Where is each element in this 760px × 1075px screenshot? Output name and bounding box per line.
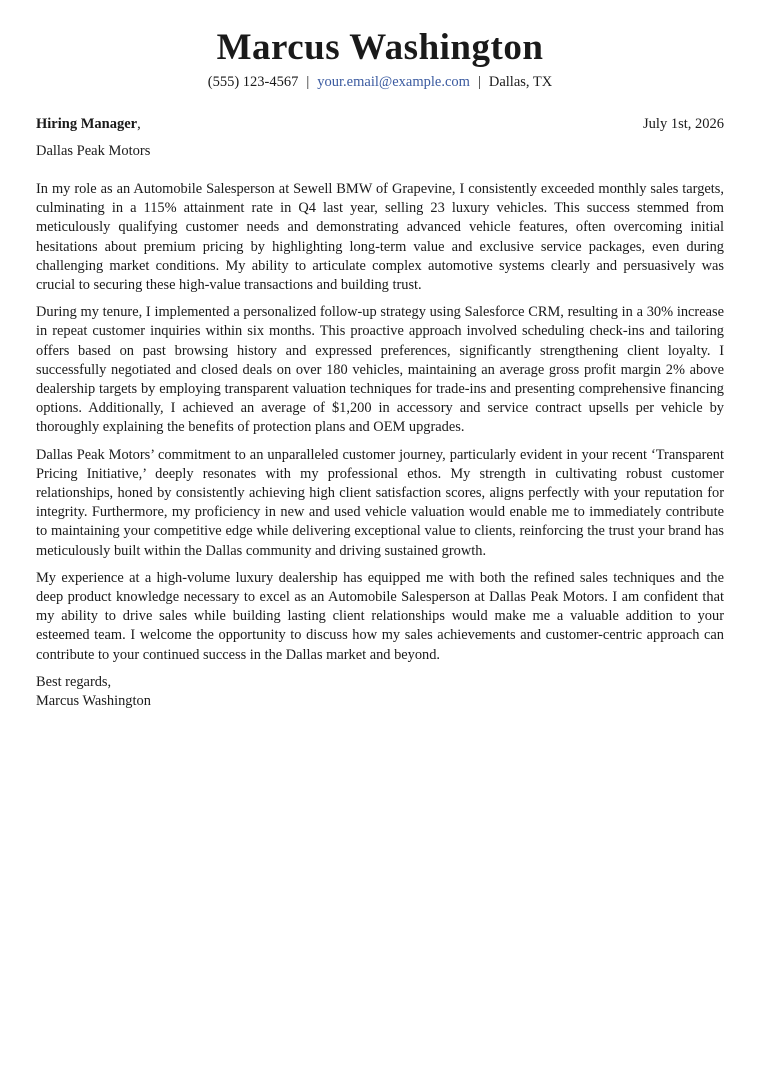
closing-block xyxy=(36,673,724,711)
paragraph-2: During my tenure, I implemented a personalized follow-up strategy using Salesforce CRM, resulting in a 30% increase in repeat customer inquiries within six months. This proactive approach involved scheduling check-ins and tailoring offers based on past browsing history and expressed preferences, significantly strengthening client loyalty. I successfully negotiated and closed deals on over 180 vehicles, maintaining an average gross profit margin 2% above dealership targets by employing transparent valuation techniques for trade-ins and presenting comprehensive financing options. Additionally, I achieved an average of $1,200 in accessory and service contract upsells per vehicle by thoroughly explaining the benefits of protection plans and OEM upgrades. xyxy=(36,304,724,436)
letter-body xyxy=(36,180,724,711)
recipient-date-row xyxy=(36,115,724,134)
email-link[interactable]: your.email@example.com xyxy=(317,74,470,90)
closing-signature: Marcus Washington xyxy=(36,693,151,710)
applicant-name: Marcus Washington xyxy=(216,27,544,68)
recipient-block xyxy=(36,115,724,161)
recipient-title: Hiring Manager xyxy=(36,116,138,132)
closing-salutation: Best regards, xyxy=(36,673,112,690)
location: Dallas, TX xyxy=(488,74,553,90)
separator: | xyxy=(477,74,481,90)
recipient-title-comma: , xyxy=(137,116,141,132)
paragraph-3: Dallas Peak Motors’ commitment to an unparalleled customer journey, particularly evident in your recent ‘Transparent Pricing Initiative,’ deeply resonates with my professional ethos. My strength in cultivating robust customer relationships, honed by consistently achieving high client satisfaction scores, aligns perfectly with your reputation for integrity. Furthermore, my proficiency in new and used vehicle valuation would enable me to immediately contribute to maintaining your competitive edge while delivering exceptional value to clients, reinforcing the trust your brand has meticulously built within the Dallas community and driving sustained growth. xyxy=(36,446,724,559)
phone-number: (555) 123-4567 xyxy=(207,74,299,90)
contact-line xyxy=(0,73,760,91)
separator: | xyxy=(306,74,310,90)
recipient-title-wrap xyxy=(36,115,141,134)
recipient-company: Dallas Peak Motors xyxy=(36,143,151,159)
paragraph-4: My experience at a high-volume luxury dealership has equipped me with both the refined sales techniques and the deep product knowledge necessary to excel as an Automobile Salesperson at Dallas Peak Motors. I am confident that my ability to drive sales while building lasting client relationships would make me a valuable addition to your esteemed team. I welcome the opportunity to discuss how my sales achievements and customer-centric approach can contribute to your continued success in the Dallas market and beyond. xyxy=(36,569,724,663)
letter-date: July 1st, 2026 xyxy=(643,116,724,132)
paragraph-1: In my role as an Automobile Salesperson at Sewell BMW of Grapevine, I consistently exceeded monthly sales targets, culminating in a 115% attainment rate in Q4 last year, selling 23 luxury vehicles. This success stemmed from meticulously qualifying customer needs and demonstrating advanced vehicle features, often overcoming initial hesitations about premium pricing by highlighting long-term value and exclusive service packages, even during challenging market conditions. My ability to articulate complex automotive systems clearly and persuasively was crucial to securing these high-value transactions and building trust. xyxy=(36,181,724,294)
